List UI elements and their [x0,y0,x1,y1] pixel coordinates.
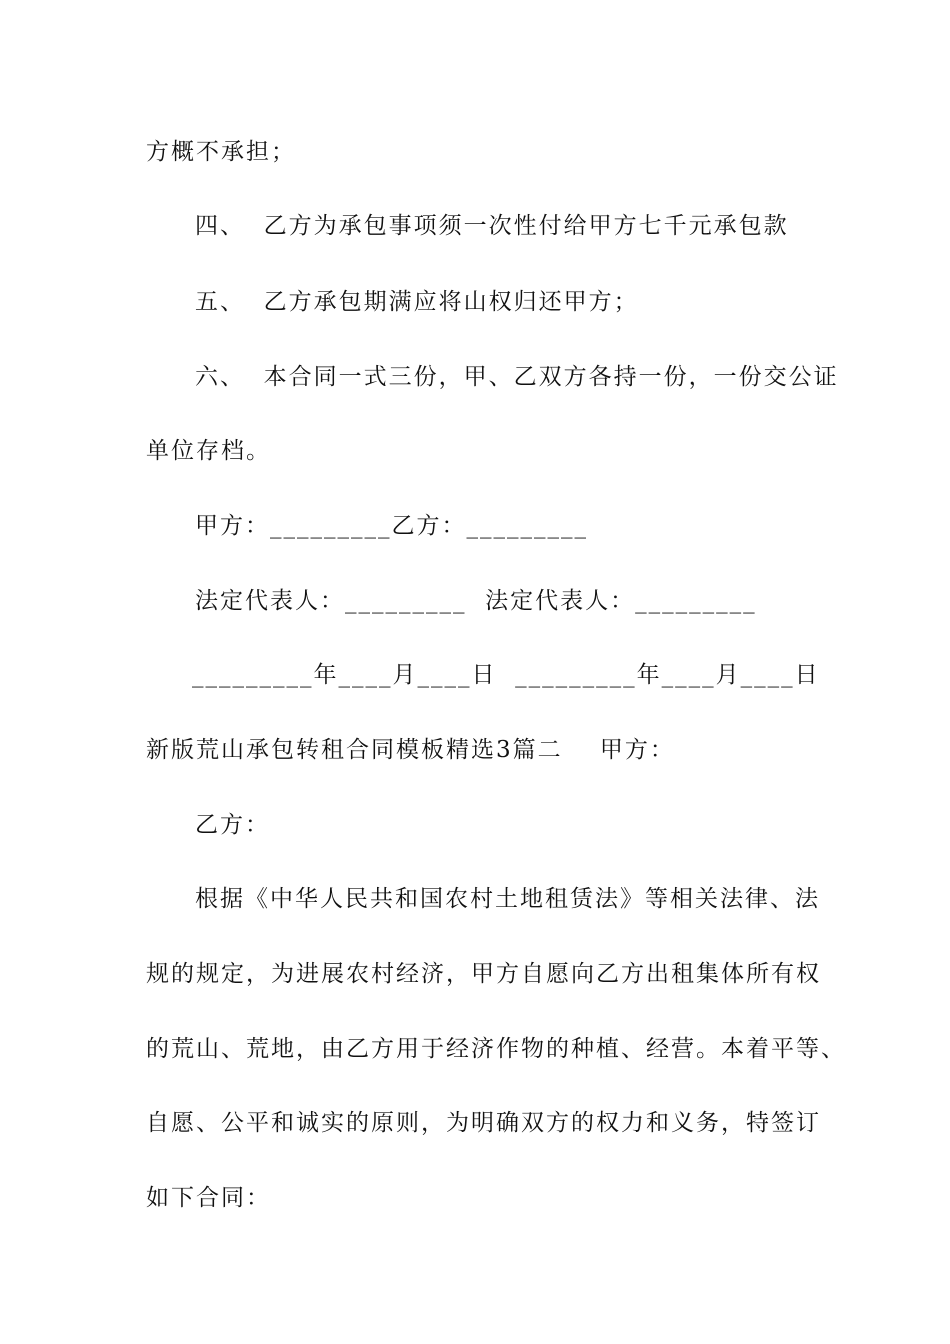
party-signature-line: 甲方：_________乙方：_________ [195,513,588,539]
section-heading: 新版荒山承包转租合同模板精选3篇二 甲方： [146,737,675,763]
paragraph-line: 根据《中华人民共和国农村土地租赁法》等相关法律、法 [195,886,820,912]
representative-signature-line: 法定代表人：_________ 法定代表人：_________ [195,588,757,614]
party-b-line: 乙方： [195,812,270,838]
text-line: 单位存档。 [146,438,271,464]
clause-five: 五、 乙方承包期满应将山权归还甲方； [195,289,639,315]
text-line: 方概不承担； [146,139,296,165]
paragraph-line: 如下合同： [146,1185,271,1211]
paragraph-line: 规的规定，为进展农村经济，甲方自愿向乙方出租集体所有权 [146,961,821,987]
clause-six: 六、 本合同一式三份，甲、乙双方各持一份，一份交公证 [195,364,839,390]
paragraph-line: 自愿、公平和诚实的原则，为明确双方的权力和义务，特签订 [146,1110,821,1136]
paragraph-line: 的荒山、荒地，由乙方用于经济作物的种植、经营。本着平等、 [146,1036,846,1062]
clause-four: 四、 乙方为承包事项须一次性付给甲方七千元承包款 [195,213,789,239]
date-line: _________年____月____日 _________年____月____日 [192,662,820,688]
